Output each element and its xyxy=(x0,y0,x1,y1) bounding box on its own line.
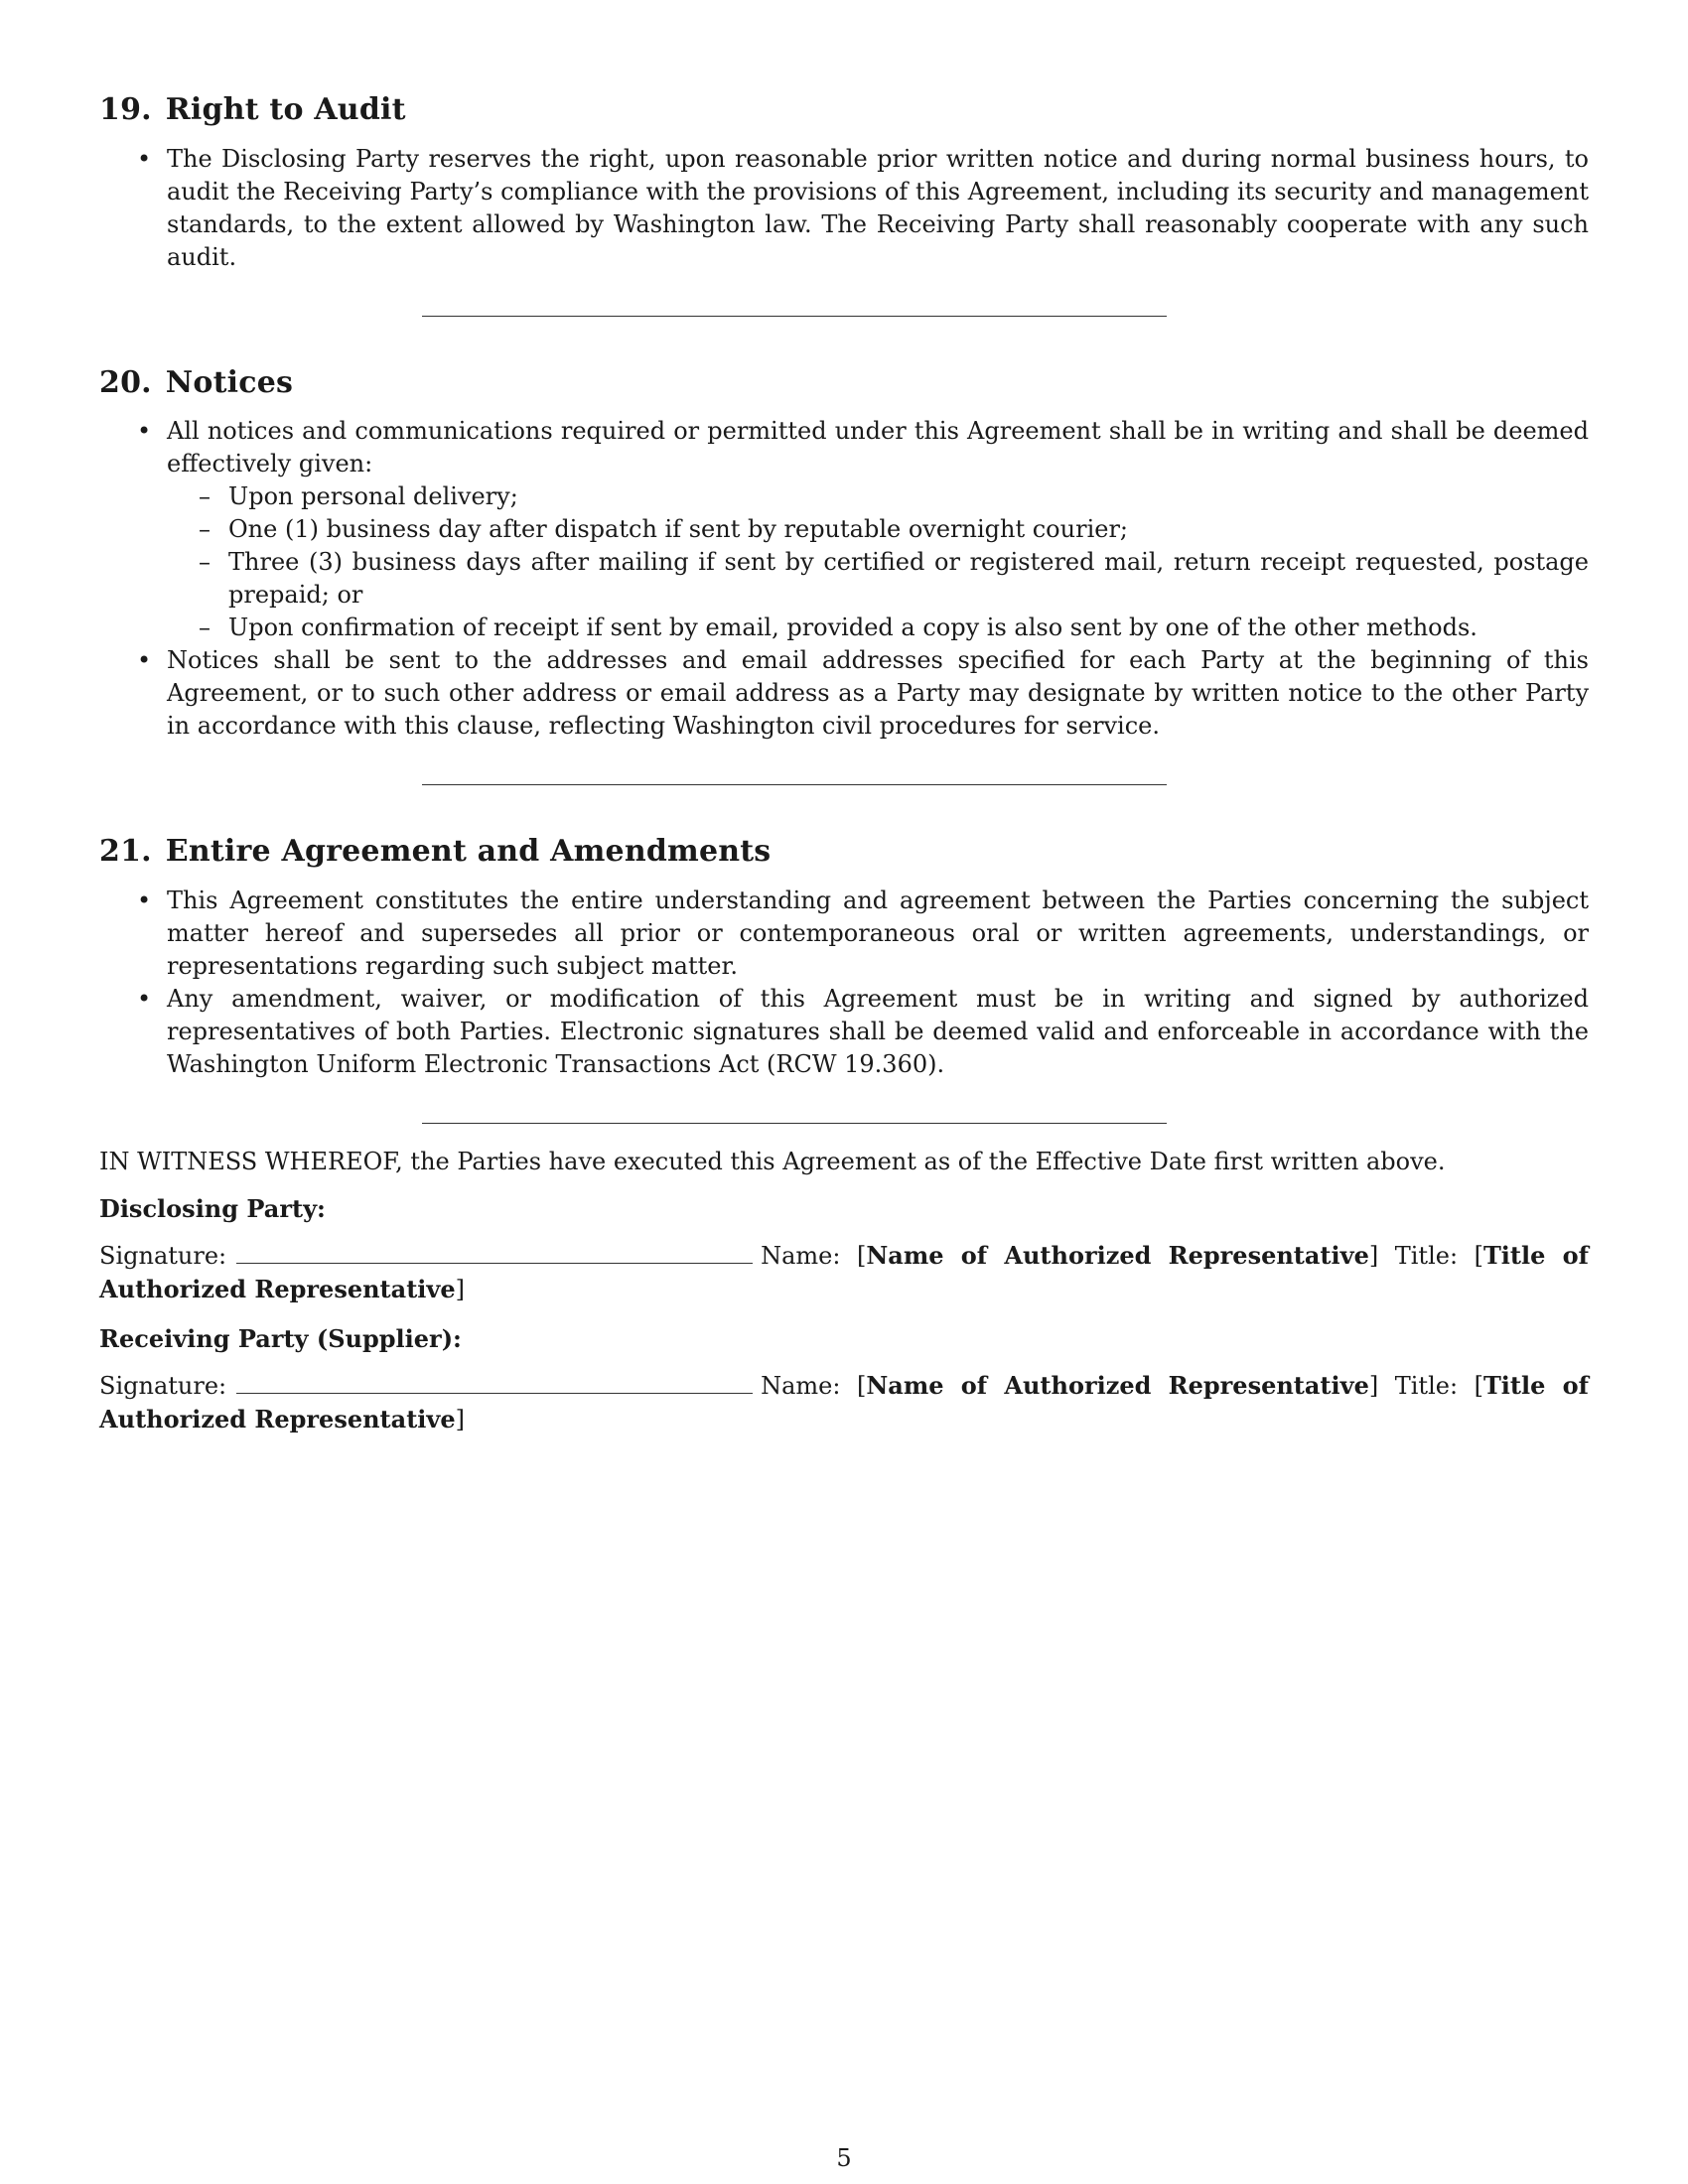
section-heading xyxy=(99,91,1589,129)
signature-line[interactable] xyxy=(236,1239,753,1264)
party-label-disclosing: Disclosing Party: xyxy=(99,1193,326,1223)
section-number: 19. xyxy=(99,92,152,127)
document-page xyxy=(99,91,1589,1452)
section-right-to-audit xyxy=(99,91,1589,274)
section-heading xyxy=(99,364,1589,402)
bullet-item: • This Agreement constitutes the entire understanding and agreement between the Parties concerning the subject matter hereof and supersedes all prior or contemporaneous oral or written agreements, understandings, or representations regarding such subject matter. xyxy=(99,885,1589,983)
section-notices xyxy=(99,364,1589,744)
sub-item: – Three (3) business days after mailing if sent by certified or registered mail, return receipt requested, postage prepaid; or xyxy=(167,546,1589,612)
witness-statement: IN WITNESS WHEREOF, the Parties have executed this Agreement as of the Effective Date first written above. xyxy=(99,1147,1446,1175)
section-title: Right to Audit xyxy=(165,92,406,127)
signature-line[interactable] xyxy=(236,1369,753,1394)
section-number: 21. xyxy=(99,834,152,869)
signature-label: Signature: xyxy=(99,1371,227,1400)
signature-block-receiving: Signature: Name: [Name of Authorized Representative] Title: [Title of Authorized Representative] xyxy=(99,1370,1589,1433)
bullet-list xyxy=(99,415,1589,743)
sub-item: – Upon confirmation of receipt if sent by email, provided a copy is also sent by one of the other methods. xyxy=(167,612,1589,644)
section-heading xyxy=(99,833,1589,871)
section-number: 20. xyxy=(99,364,152,400)
sub-item: – Upon personal delivery; xyxy=(167,480,1589,513)
sub-list xyxy=(167,480,1589,644)
party-label-receiving: Receiving Party (Supplier): xyxy=(99,1323,462,1353)
title-label: Title: xyxy=(1394,1241,1459,1270)
page-number: 5 xyxy=(836,2144,852,2172)
section-divider xyxy=(422,784,1167,785)
section-divider xyxy=(422,316,1167,317)
sub-item: – One (1) business day after dispatch if sent by reputable overnight courier; xyxy=(167,513,1589,546)
bullet-item: • Notices shall be sent to the addresses and email addresses specified for each Party at the beginning of this Agreement, or to such other address or email address as a Party may designate by written notice to the other Party in accordance with this clause, reflecting Washington civil procedures for service. xyxy=(99,644,1589,743)
section-divider xyxy=(422,1123,1167,1124)
section-title: Notices xyxy=(165,364,294,400)
bullet-list xyxy=(99,885,1589,1081)
bullet-item: • The Disclosing Party reserves the right, upon reasonable prior written notice and during normal business hours, to audit the Receiving Party’s compliance with the provisions of this Agreement, including its security and management standards, to the extent allowed by Washington law. The Receiving Party shall reasonably cooperate with any such audit. xyxy=(99,143,1589,274)
bullet-item xyxy=(99,415,1589,644)
signature-block-disclosing: Signature: Name: [Name of Authorized Representative] Title: [Title of Authorized Representative] xyxy=(99,1240,1589,1303)
name-placeholder: Name of Authorized Representative xyxy=(866,1240,1369,1270)
bullet-list xyxy=(99,143,1589,274)
signature-label: Signature: xyxy=(99,1241,227,1270)
title-placeholder: Title of Authorized Representative xyxy=(99,1240,1589,1303)
title-placeholder: Title of Authorized Representative xyxy=(99,1370,1589,1433)
name-label: Name: xyxy=(761,1371,841,1400)
section-entire-agreement xyxy=(99,833,1589,1081)
bullet-text: All notices and communications required or permitted under this Agreement shall be in writing and shall be deemed effectively given: xyxy=(167,417,1589,478)
name-label: Name: xyxy=(761,1241,841,1270)
section-title: Entire Agreement and Amendments xyxy=(165,834,772,869)
title-label: Title: xyxy=(1394,1371,1459,1400)
name-placeholder: Name of Authorized Representative xyxy=(866,1370,1369,1400)
bullet-item: • Any amendment, waiver, or modification of this Agreement must be in writing and signed by authorized representatives of both Parties. Electronic signatures shall be deemed valid and enforceable in accordance with the Washington Uniform Electronic Transactions Act (RCW 19.360). xyxy=(99,983,1589,1081)
